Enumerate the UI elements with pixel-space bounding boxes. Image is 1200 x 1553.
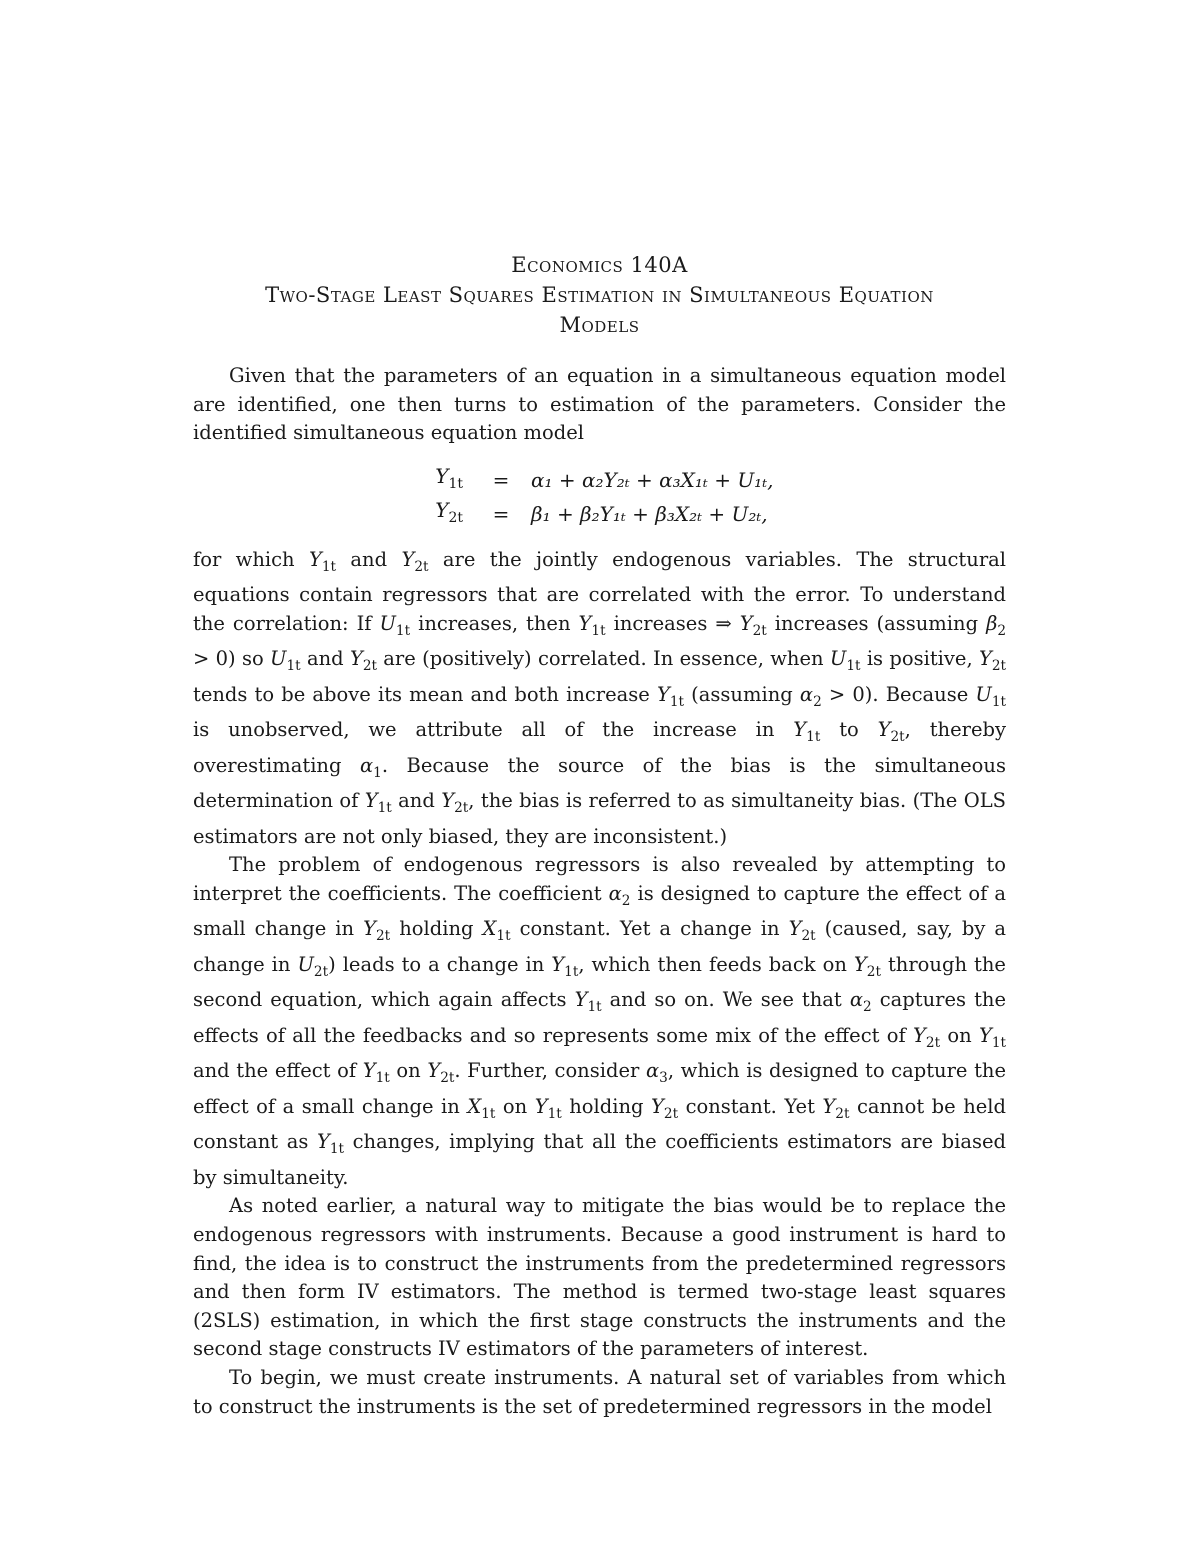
paragraph-instruments: To begin, we must create instruments. A natural set of variables from which to construct the instruments is the set of predetermined regressors in the model [193,1365,1006,1418]
paragraph-interpretation: The problem of endogenous regressors is also revealed by attempting to interpret the coefficients. The coefficient $\alpha_2$ is designed to capture the effect of a small change in $Y_{2t}$ holding $X_{1t}$ constant. Yet a change in $Y_{2t}$ (caused, say, by a change in $U_{2t}$) leads to a change in $Y_{1t}$, which then feeds back on $Y_{2t}$ through the second equation, which again affects $Y_{1t}$ and so on. We see that $\alpha_2$ captures the effects of all the feedbacks and so represents some mix of the effect of $Y_{2t}$ on $Y_{1t}$ and the effect of $Y_{1t}$ on $Y_{2t}$. Further, consider $\alpha_3$, which is designed to capture the effect of a small change in $X_{1t}$ on $Y_{1t}$ holding $Y_{2t}$ constant. Yet $Y_{2t}$ cannot be held constant as $Y_{1t}$ changes, implying that all the coefficients estimators are biased by simultaneity. [193,853,1007,1189]
document-body [193,362,1006,1421]
paragraph-2sls: As noted earlier, a natural way to mitigate the bias would be to replace the endogenous regressors with instruments. Because a good instrument is hard to find, the idea is to construct the instruments from the predetermined regressors and then form IV estimators. The method is termed two-stage least squares (2SLS) estimation, in which the first stage constructs the instruments and the second stage constructs IV estimators of the parameters of interest. [193,1194,1006,1361]
course-name: Economics 140A [511,253,688,277]
equation-system [193,464,1006,532]
paragraph-simultaneity: for which $Y_{1t}$ and $Y_{2t}$ are the jointly endogenous variables. The structural equations contain regressors that are correlated with the error. To understand the correlation: If $U_{1t}$ increases, then $Y_{1t}$ increases ⇒ $Y_{2t}$ increases (assuming $\beta_2 > 0$) so $U_{1t}$ and $Y_{2t}$ are (positively) correlated. In essence, when $U_{1t}$ is positive, $Y_{2t}$ tends to be above its mean and both increase $Y_{1t}$ (assuming $\alpha_2 > 0$). Because $U_{1t}$ is unobserved, we attribute all of the increase in $Y_{1t}$ to $Y_{2t}$, thereby overestimating $\alpha_1$. Because the source of the bias is the simultaneous determination of $Y_{1t}$ and $Y_{2t}$, the bias is referred to as simultaneity bias. (The OLS estimators are not only biased, they are inconsistent.) [193,547,1007,848]
title-line-1: Two-Stage Least Squares Estimation in Simultaneous Equation [265,283,934,307]
document-page [193,250,1006,1421]
equation-1: $Y_{1t}$ = α₁ + α₂Y₂ₜ + α₃X₁ₜ + U₁ₜ, [435,464,774,493]
title-line-2: Models [559,313,640,337]
document-title [193,250,1006,340]
intro-paragraph: Given that the parameters of an equation in a simultaneous equation model are identified, one then turns to estimation of the parameters. Consider the identified simultaneous equation model [193,364,1006,445]
equation-2: $Y_{2t}$ = β₁ + β₂Y₁ₜ + β₃X₂ₜ + U₂ₜ, [435,498,768,527]
